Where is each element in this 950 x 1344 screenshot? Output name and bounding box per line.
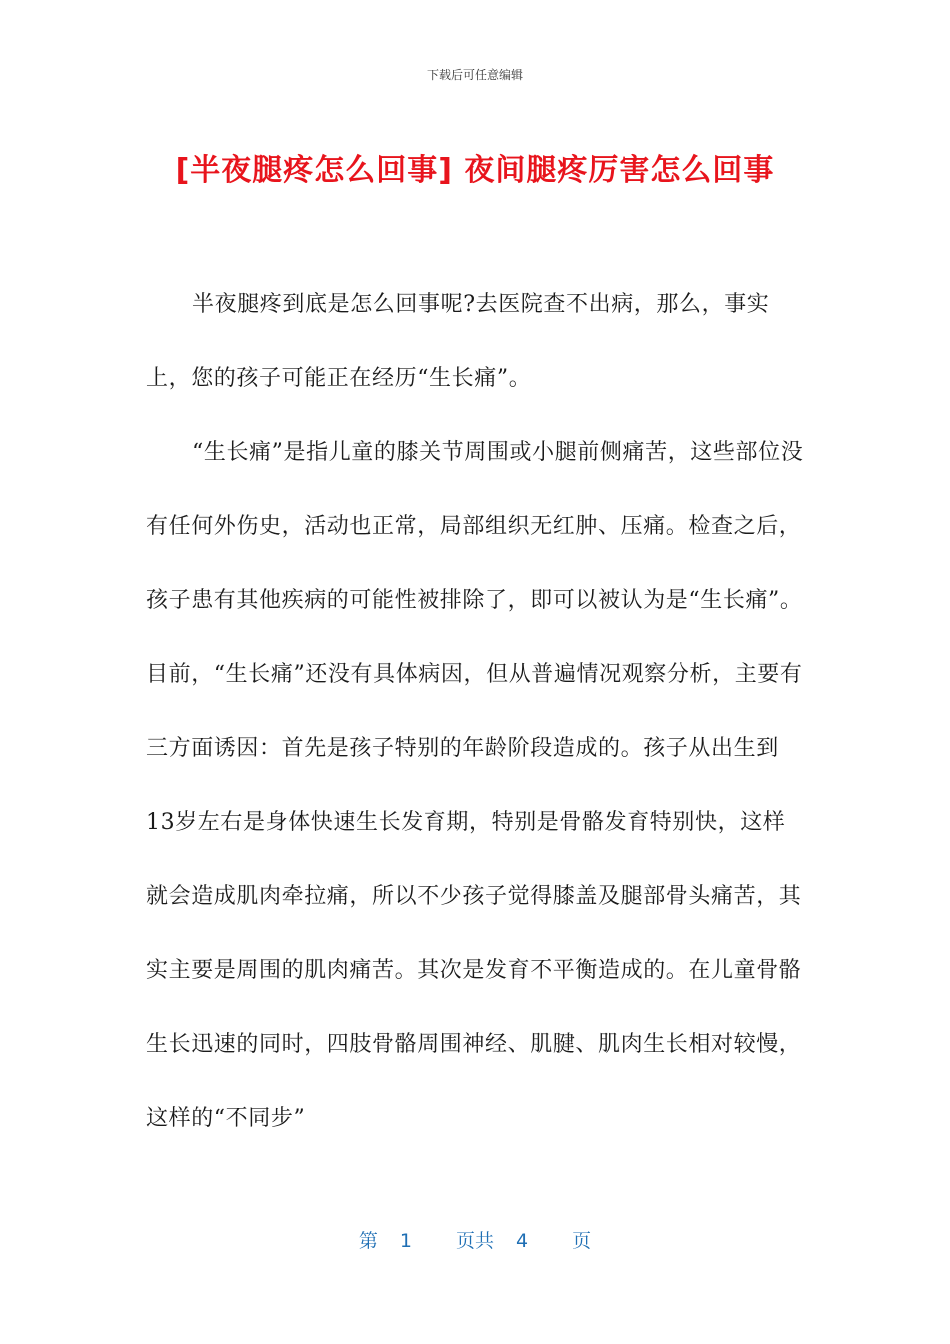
page-title: [半夜腿疼怎么回事] 夜间腿疼厉害怎么回事 [175, 153, 775, 188]
header-note: 下载后可任意编辑 [426, 68, 523, 82]
footer-suffix: 页 [572, 1230, 592, 1252]
page-footer [0, 1226, 950, 1253]
footer-page-number: 1 [399, 1230, 412, 1252]
footer-total-pages: 4 [516, 1230, 529, 1252]
paragraph: “生长痛”是指儿童的膝关节周围或小腿前侧痛苦，这些部位没有任何外伤史，活动也正常，局部组织无红肿、压痛。检查之后，孩子患有其他疾病的可能性被排除了，即可以被认为是“生长痛”。目前，“生长痛”还没有具体病因，但从普遍情况观察分析，主要有三方面诱因：首先是孩子特别的年龄阶段造成的。孩子从出生到13岁左右是身体快速生长发育期，特别是骨骼发育特别快，这样就会造成肌肉牵拉痛，所以不少孩子觉得膝盖及腿部骨头痛苦，其实主要是周围的肌肉痛苦。其次是发育不平衡造成的。在儿童骨骼生长迅速的同时，四肢骨骼周围神经、肌腱、肌肉生长相对较慢，这样的“不同步” [146, 440, 804, 1131]
document-body [146, 268, 806, 1156]
paragraph: 半夜腿疼到底是怎么回事呢?去医院查不出病，那么，事实上，您的孩子可能正在经历“生长痛”。 [146, 292, 770, 391]
footer-prefix: 第 [358, 1230, 378, 1252]
footer-middle: 页共 [455, 1230, 494, 1252]
